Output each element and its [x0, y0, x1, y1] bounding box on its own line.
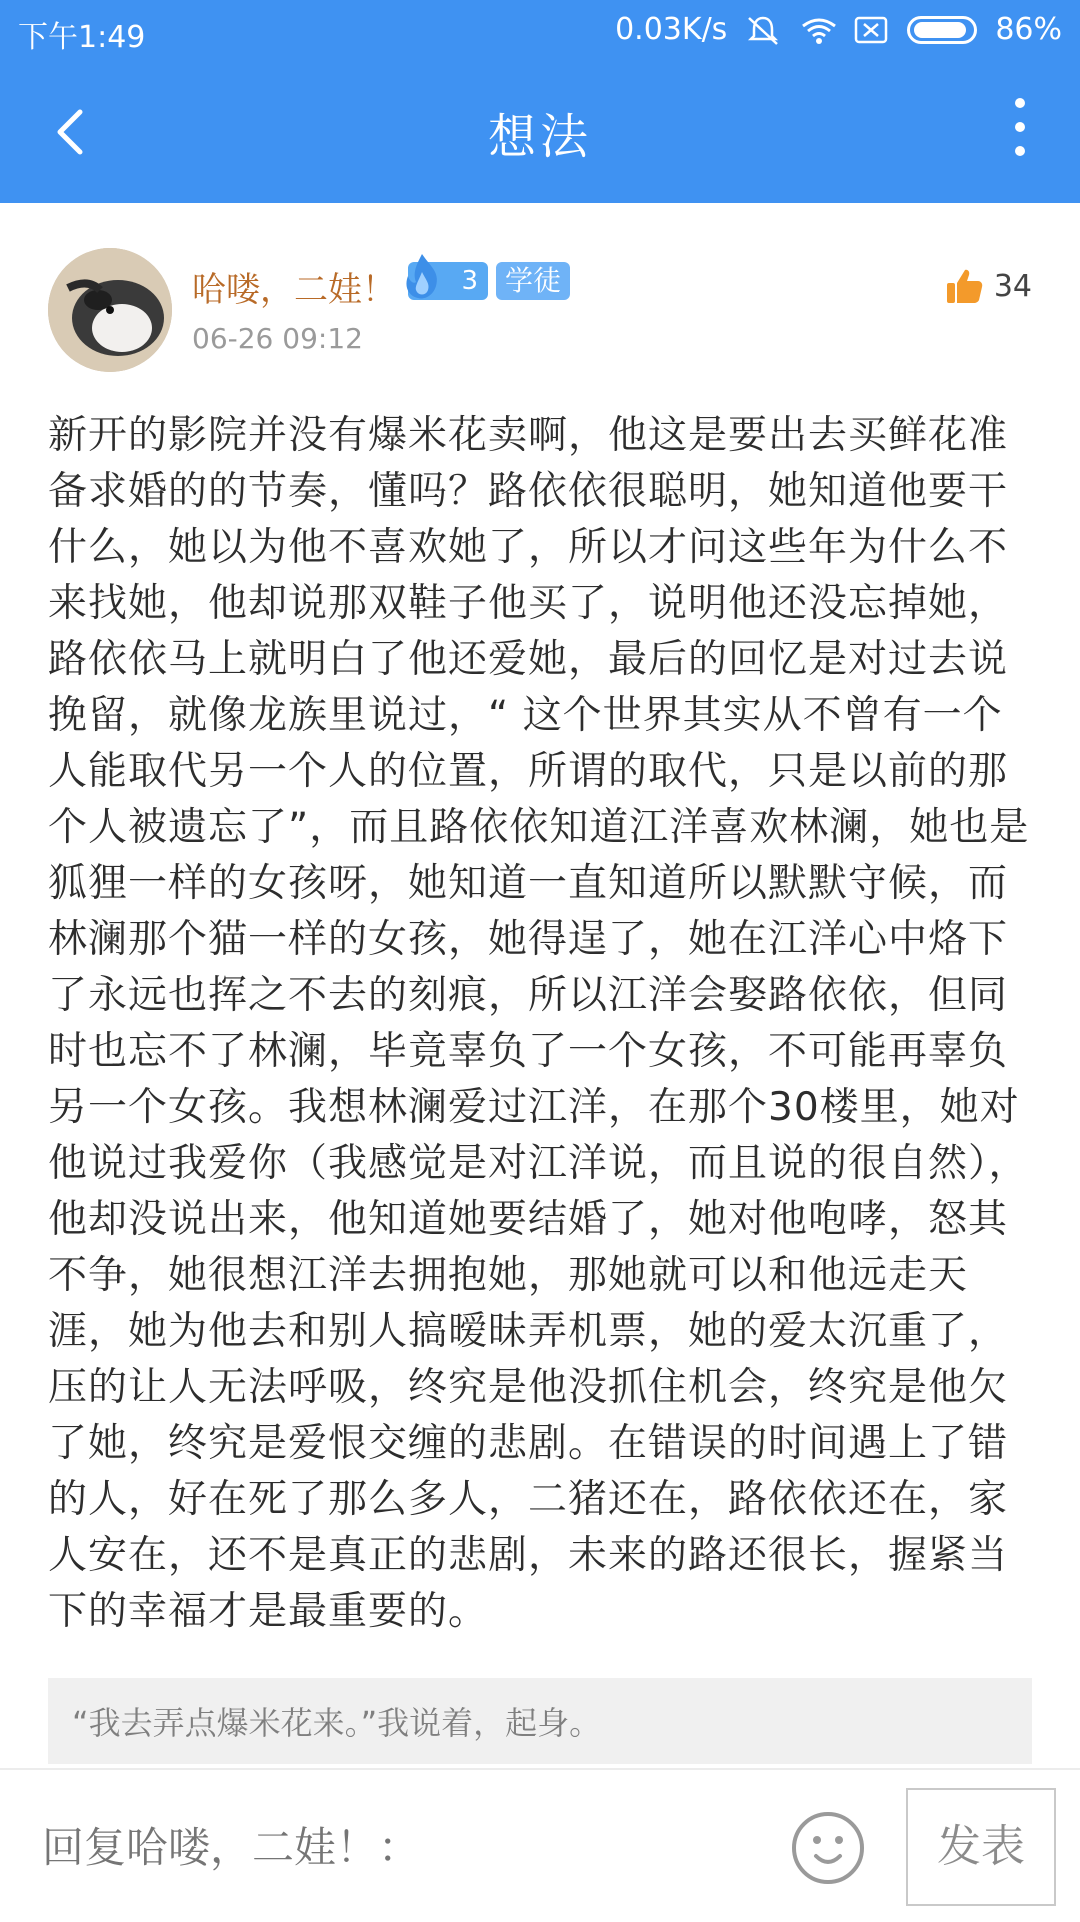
- post-date: 06-26 09:12: [192, 322, 363, 355]
- sim-off-icon: [853, 14, 889, 46]
- send-button[interactable]: 发表: [906, 1788, 1056, 1906]
- wifi-icon: [799, 14, 835, 46]
- page-title: 想法: [487, 109, 592, 165]
- mute-bell-icon: [745, 14, 781, 46]
- like-button[interactable]: [944, 266, 1032, 306]
- status-time: 下午1:49: [18, 20, 146, 55]
- status-right: [615, 12, 1062, 47]
- app-bar: [0, 62, 1080, 203]
- rank-badge: 学徒: [496, 262, 570, 300]
- status-bar: [0, 0, 1080, 62]
- thumbs-up-icon: [944, 266, 984, 306]
- like-count: 34: [993, 268, 1032, 304]
- level-number: 3: [461, 266, 478, 296]
- username[interactable]: 哈喽，二娃！: [192, 270, 396, 310]
- network-speed: 0.03K/s: [615, 12, 728, 47]
- battery-percent: 86%: [995, 12, 1062, 47]
- level-badge: [408, 262, 488, 300]
- post-content: 新开的影院并没有爆米花卖啊，他这是要出去买鲜花准备求婚的的节奏，懂吗？路依依很聪明，她知道他要干什么，她以为他不喜欢她了，所以才问这些年为什么不来找她，他却说那双鞋子他买了，说明他还没忘掉她，路依依马上就明白了他还爱她，最后的回忆是对过去说挽留，就像龙族里说过，“ 这个世界其实从不曾有一个人能取代另一个人的位置，所谓的取代，只是以前的那个人被遗忘了”，而且路依依知道江洋喜欢林澜，她也是狐狸一样的女孩呀，她知道一直知道所以默默守候，而林澜那个猫一样的女孩，她得逞了，她在江洋心中烙下了永远也挥之不去的刻痕，所以江洋会娶路依依，但同时也忘不了林澜，毕竟辜负了一个女孩，不可能再辜负另一个女孩。我想林澜爱过江洋，在那个30楼里，她对他说过我爱你（我感觉是对江洋说，而且说的很自然），他却没说出来，他知道她要结婚了，她对他咆哮，怒其不争，她很想江洋去拥抱她，那她就可以和他远走天涯，她为他去和别人搞暧昧弄机票，她的爱太沉重了，压的让人无法呼吸，终究是他没抓住机会，终究是他欠了她，终究是爱恨交缠的悲剧。在错误的时间遇上了错的人，好在死了那么多人，二猪还在，路依依还在，家人安在，还不是真正的悲剧，未来的路还很长，握紧当下的幸福才是最重要的。: [48, 413, 1030, 1634]
- battery-icon: [907, 16, 977, 44]
- emoji-button[interactable]: [790, 1810, 866, 1886]
- smiley-icon: [790, 1810, 866, 1886]
- dog-avatar-image: [48, 248, 172, 372]
- more-menu-button[interactable]: [990, 92, 1050, 172]
- reply-input[interactable]: [40, 1794, 764, 1900]
- avatar[interactable]: [48, 248, 172, 372]
- more-dots-icon: [1015, 98, 1025, 108]
- quoted-text[interactable]: “我去弄点爆米花来。”我说着，起身。: [48, 1678, 1032, 1764]
- top-bar: [0, 0, 1080, 203]
- reply-bar: [0, 1768, 1080, 1922]
- flame-icon: [400, 252, 444, 302]
